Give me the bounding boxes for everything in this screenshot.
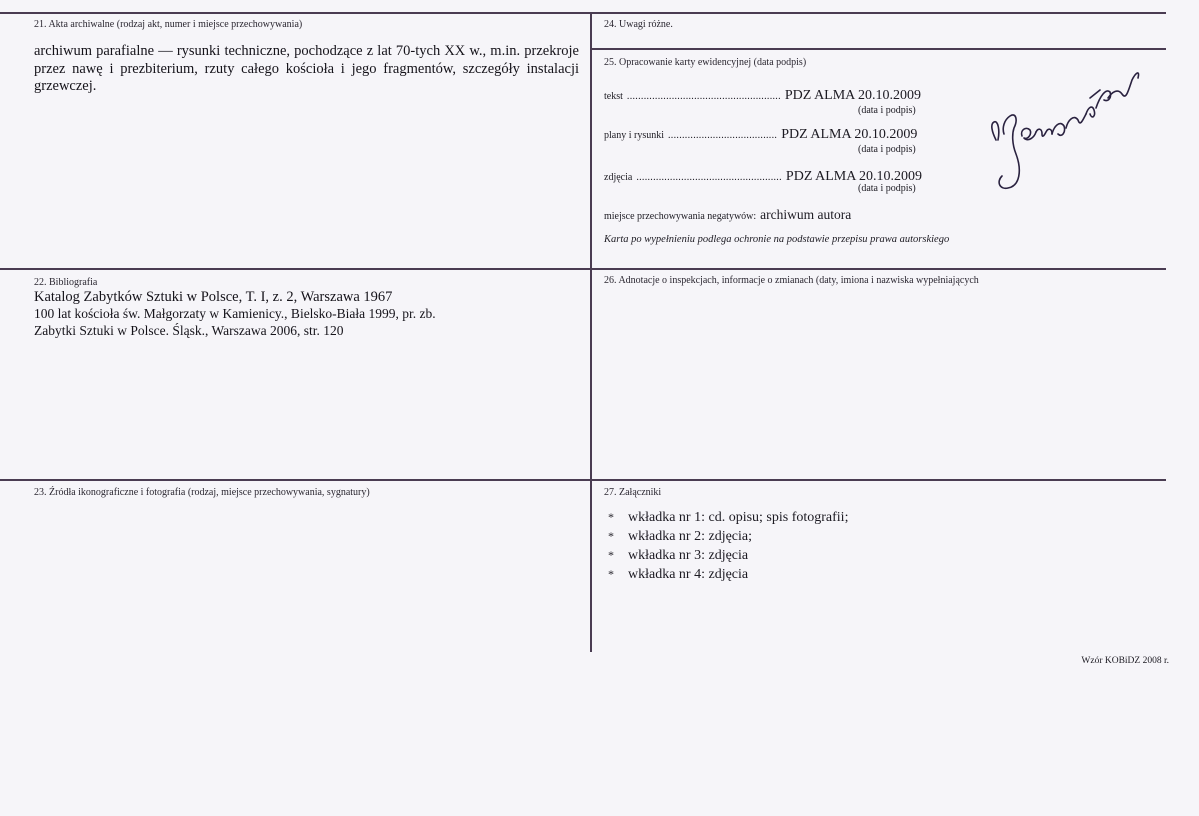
bullet-star: * [608, 510, 614, 524]
negatives-value: archiwum autora [760, 207, 852, 222]
row-plany-label: plany i rysunki [604, 130, 664, 141]
row-plany-dots: ....................................... [668, 130, 778, 141]
row-tekst-dots: ....................................................... [626, 91, 781, 102]
attachment-text: wkładka nr 1: cd. opisu; spis fotografii; [628, 510, 849, 525]
row-plany-value: PDZ ALMA 20.10.2009 [781, 127, 918, 142]
row-tekst-sub: (data i podpis) [858, 105, 916, 116]
negatives-row [604, 206, 851, 224]
row-tekst-value: PDZ ALMA 20.10.2009 [784, 88, 922, 103]
row-divider-2 [0, 479, 1166, 481]
attachment-item [608, 527, 848, 546]
negatives-label: miejsce przechowywania negatywów: [604, 211, 757, 222]
attachment-item [608, 508, 848, 527]
row-zdjecia-value: PDZ ALMA 20.10.2009 [785, 169, 923, 184]
row-zdjecia-dots: .................................................... [636, 172, 782, 183]
bullet-star: * [608, 529, 614, 543]
section-24-caption: 24. Uwagi różne. [604, 19, 673, 30]
handwritten-signature [982, 62, 1142, 192]
row-plany-sub: (data i podpis) [858, 144, 916, 155]
attachments-list [608, 508, 848, 584]
attachment-text: wkładka nr 4: zdjęcia [628, 567, 749, 582]
row-tekst-label: tekst [604, 91, 623, 102]
attachment-text: wkładka nr 2: zdjęcia; [628, 529, 753, 544]
attachment-item [608, 565, 848, 584]
section-23-caption: 23. Źródła ikonograficzne i fotografia (rodzaj, miejsce przechowywania, sygnatury) [34, 487, 370, 498]
section-26-caption: 26. Adnotacje o inspekcjach, informacje o zmianach (daty, imiona i nazwiska wypełniających [604, 275, 979, 286]
attachment-item [608, 546, 848, 565]
row-tekst [604, 86, 921, 104]
bullet-star: * [608, 548, 614, 562]
section-22-caption: 22. Bibliografia [34, 277, 98, 288]
copyright-note: Karta po wypełnieniu podlega ochronie na podstawie przepisu prawa autorskiego [604, 234, 950, 245]
row-divider-1 [0, 268, 1166, 270]
divider-24-25 [590, 48, 1166, 50]
section-21-caption: 21. Akta archiwalne (rodzaj akt, numer i miejsce przechowywania) [34, 19, 303, 30]
row-zdjecia-sub: (data i podpis) [858, 183, 916, 194]
form-template-footer: Wzór KOBiDZ 2008 r. [1081, 656, 1169, 666]
center-divider [590, 12, 592, 652]
section-21-text: archiwum parafialne — rysunki techniczne, pochodzące z lat 70-tych XX w., m.in. przekroje przez nawę i prezbiterium, rzuty całego kościoła i jego fragmentów, szczegóły instalacji grzewczej. [34, 43, 579, 94]
bullet-star: * [608, 567, 614, 581]
bibliography-item: 100 lat kościoła św. Małgorzaty w Kamienicy., Bielsko-Biała 1999, pr. zb. [34, 306, 436, 321]
section-25-caption: 25. Opracowanie karty ewidencyjnej (data podpis) [604, 57, 807, 68]
bibliography-item: Katalog Zabytków Sztuki w Polsce, T. I, z. 2, Warszawa 1967 [34, 289, 393, 305]
section-27-caption: 27. Załączniki [604, 487, 662, 498]
bibliography-item: Zabytki Sztuki w Polsce. Śląsk., Warszawa 2006, str. 120 [34, 323, 344, 338]
row-plany [604, 125, 917, 143]
row-zdjecia-label: zdjęcia [604, 172, 633, 183]
attachment-text: wkładka nr 3: zdjęcia [628, 548, 749, 563]
top-border [0, 12, 1166, 14]
